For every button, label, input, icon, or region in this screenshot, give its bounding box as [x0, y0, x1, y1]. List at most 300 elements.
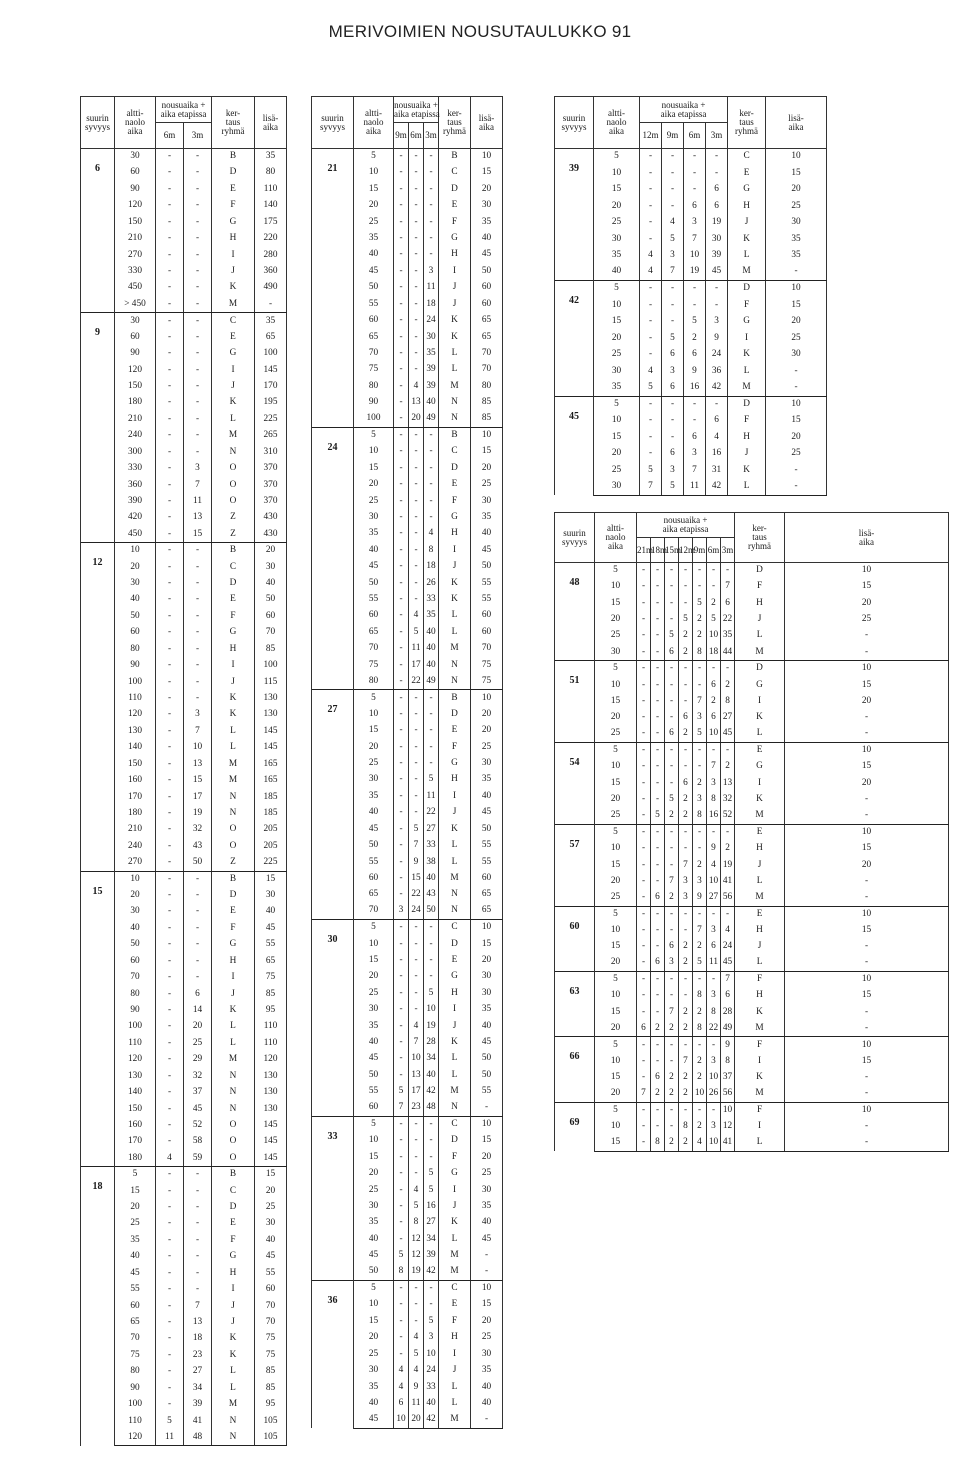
table-cell: 15 — [115, 1183, 156, 1199]
max-depth-cell: 33 — [312, 1116, 354, 1280]
table-cell: I — [439, 1002, 471, 1018]
max-depth-cell: 36 — [312, 1281, 354, 1429]
table-cell: 160 — [115, 1117, 156, 1133]
table-cell: 5 — [662, 330, 684, 347]
table-cell: 6 — [679, 710, 693, 726]
table-cell: 49 — [721, 1021, 735, 1037]
table-cell: - — [637, 1037, 651, 1053]
table-cell: - — [665, 1037, 679, 1053]
table-row — [555, 644, 949, 660]
table-cell: - — [184, 608, 212, 624]
table-cell: 4 — [640, 264, 662, 281]
table-cell: J — [728, 446, 766, 463]
table-cell: - — [707, 563, 721, 579]
table-cell: 42 — [424, 1264, 439, 1280]
table-row — [81, 937, 310, 953]
table-cell: 9 — [684, 363, 706, 380]
stop-depth-label: 21m — [637, 538, 651, 563]
table-cell: - — [184, 625, 212, 641]
table-cell: 15 — [354, 1149, 394, 1165]
table-cell: 10 — [721, 1102, 735, 1118]
table-cell: F — [212, 198, 255, 214]
table-cell: 10 — [424, 1346, 439, 1362]
table-cell: 42 — [706, 380, 728, 397]
repeat-group-header — [212, 97, 255, 149]
table-row — [555, 1004, 949, 1020]
table-cell: - — [394, 1133, 409, 1149]
table-cell: J — [439, 1018, 471, 1034]
table-cell: D — [212, 165, 255, 181]
repeat-group-header-line: ker- — [447, 108, 462, 118]
stop-depth-label: 15m — [665, 538, 679, 563]
stop-time-header-line: aika etapissa — [660, 108, 707, 119]
table-cell: 20 — [594, 446, 640, 463]
table-cell: 70 — [354, 641, 394, 657]
table-row — [81, 773, 310, 789]
table-row — [555, 462, 827, 479]
table-cell: - — [184, 296, 212, 312]
table-cell: - — [707, 1037, 721, 1053]
table-cell: G — [728, 314, 766, 331]
table-cell: 140 — [115, 740, 156, 756]
table-cell: 10 — [394, 1412, 409, 1428]
table-row — [555, 479, 827, 496]
table-cell: 70 — [471, 362, 503, 378]
bottom-time-header-line: aika — [127, 126, 143, 136]
table-cell: - — [409, 788, 424, 804]
table-cell: M — [439, 641, 471, 657]
table-cell: F — [439, 1313, 471, 1329]
table-cell: - — [707, 742, 721, 758]
table-cell: - — [651, 579, 665, 595]
table-row — [81, 493, 310, 509]
table-cell: 25 — [354, 1346, 394, 1362]
stop-depth-label: 6m — [684, 123, 706, 149]
table-cell: 7 — [640, 479, 662, 496]
table-cell: - — [156, 526, 184, 542]
table-cell: - — [721, 742, 735, 758]
table-row — [555, 248, 827, 265]
table-row — [555, 939, 949, 955]
table-cell: - — [156, 690, 184, 706]
table-cell: 130 — [255, 690, 287, 706]
table-cell: I — [439, 1346, 471, 1362]
table-cell: - — [156, 1200, 184, 1216]
table-cell: H — [735, 595, 785, 611]
table-cell: - — [679, 1102, 693, 1118]
table-cell: 3 — [693, 710, 707, 726]
table-cell: - — [640, 231, 662, 248]
table-cell: - — [394, 181, 409, 197]
table-cell: 10 — [707, 1135, 721, 1151]
table-cell: - — [651, 792, 665, 808]
table-cell: 10 — [707, 1070, 721, 1086]
table-row — [555, 413, 827, 430]
table-cell: 60 — [115, 625, 156, 641]
table-cell: - — [156, 198, 184, 214]
table-cell: 30 — [594, 231, 640, 248]
table-row — [81, 723, 310, 739]
table-cell: F — [735, 1102, 785, 1118]
table-cell: - — [409, 985, 424, 1001]
table-row — [555, 906, 949, 922]
table-row — [555, 1053, 949, 1069]
table-row — [81, 181, 310, 197]
table-cell: 75 — [255, 1331, 287, 1347]
table-cell: E — [212, 1216, 255, 1232]
table-cell: 150 — [115, 378, 156, 394]
table-cell: 15 — [595, 1135, 637, 1151]
table-cell: - — [156, 641, 184, 657]
table-cell: 42 — [424, 1084, 439, 1100]
table-cell: - — [394, 1067, 409, 1083]
table-row — [81, 1314, 310, 1330]
depth-header — [555, 513, 595, 563]
table-row — [555, 710, 949, 726]
table-cell: 10 — [115, 543, 156, 559]
stop-depth-label: 6m — [707, 538, 721, 563]
table-cell: - — [184, 411, 212, 427]
table-cell: 70 — [255, 1298, 287, 1314]
max-depth-cell: 63 — [555, 971, 595, 1036]
table-cell: - — [707, 661, 721, 677]
depth-header — [555, 97, 594, 149]
table-cell: 7 — [684, 231, 706, 248]
table-cell: - — [424, 165, 439, 181]
table-cell: M — [212, 1052, 255, 1068]
table-row — [555, 314, 827, 331]
table-cell: 15 — [471, 444, 503, 460]
table-cell: 40 — [594, 264, 640, 281]
table-cell: - — [409, 575, 424, 591]
max-depth-cell: 60 — [555, 906, 595, 971]
stop-depth-label: 3m — [721, 538, 735, 563]
table-cell: 8 — [679, 1119, 693, 1135]
table-cell: - — [394, 756, 409, 772]
table-row — [81, 1331, 310, 1347]
table-cell: - — [394, 805, 409, 821]
table-cell: 50 — [115, 608, 156, 624]
table-cell: - — [785, 1004, 949, 1020]
table-row — [555, 429, 827, 446]
table-cell: E — [439, 723, 471, 739]
table-cell: E — [735, 742, 785, 758]
table-row — [81, 1413, 310, 1429]
table-row — [81, 674, 310, 690]
table-cell: 30 — [471, 969, 503, 985]
table-cell: - — [665, 563, 679, 579]
table-cell: 15 — [354, 723, 394, 739]
max-depth-cell: 57 — [555, 824, 595, 906]
table-cell: 115 — [255, 674, 287, 690]
max-depth-cell: 18 — [81, 1167, 115, 1446]
table-row — [312, 149, 548, 165]
table-cell: - — [156, 1331, 184, 1347]
depth-header-line: syvyys — [561, 121, 587, 132]
table-cell: 145 — [255, 723, 287, 739]
table-cell: - — [651, 906, 665, 922]
table-cell: 3 — [424, 1330, 439, 1346]
table-cell: M — [439, 1264, 471, 1280]
table-row — [81, 1134, 310, 1150]
table-cell: 18 — [707, 644, 721, 660]
table-cell: 24 — [706, 347, 728, 364]
table-cell: - — [409, 427, 424, 443]
table-cell: 60 — [471, 296, 503, 312]
table-cell: 15 — [595, 693, 637, 709]
table-cell: 2 — [684, 330, 706, 347]
table-cell: G — [439, 969, 471, 985]
table-cell: - — [156, 592, 184, 608]
table-cell: - — [662, 396, 684, 413]
table-cell: - — [156, 165, 184, 181]
table-cell: 85 — [255, 986, 287, 1002]
table-cell: I — [735, 693, 785, 709]
table-cell: 5 — [595, 906, 637, 922]
table-cell: - — [409, 149, 424, 165]
table-cell: 55 — [255, 1265, 287, 1281]
table-cell: 35 — [354, 1379, 394, 1395]
table-cell: 20 — [409, 411, 424, 427]
table-cell: 450 — [115, 280, 156, 296]
table-cell: 18 — [424, 559, 439, 575]
table-cell: K — [439, 313, 471, 329]
table-cell: 35 — [255, 149, 287, 165]
table-cell: - — [394, 657, 409, 673]
table-row — [81, 559, 310, 575]
table-cell: 70 — [354, 345, 394, 361]
table-cell: 45 — [255, 920, 287, 936]
table-cell: 6 — [184, 986, 212, 1002]
table-cell: - — [409, 198, 424, 214]
table-row — [555, 579, 949, 595]
table-cell: 15 — [255, 1167, 287, 1183]
table-cell: 15 — [354, 1313, 394, 1329]
table-cell: - — [785, 1070, 949, 1086]
table-cell: - — [651, 922, 665, 938]
table-cell: 30 — [354, 772, 394, 788]
table-cell: 10 — [471, 920, 503, 936]
table-cell: G — [735, 677, 785, 693]
table-cell: L — [212, 1380, 255, 1396]
table-cell: L — [212, 1019, 255, 1035]
table-cell: - — [184, 346, 212, 362]
table-row — [81, 707, 310, 723]
table-cell: 2 — [693, 1053, 707, 1069]
table-cell: J — [439, 1199, 471, 1215]
table-cell: 195 — [255, 395, 287, 411]
table-cell: 80 — [354, 674, 394, 690]
table-row — [81, 904, 310, 920]
table-cell: 3 — [679, 890, 693, 906]
table-cell: - — [785, 808, 949, 824]
table-cell: - — [409, 460, 424, 476]
table-cell: 45 — [354, 1051, 394, 1067]
table-cell: - — [679, 677, 693, 693]
table-cell: - — [424, 756, 439, 772]
table-cell: 7 — [693, 922, 707, 938]
table-cell: 11 — [684, 479, 706, 496]
table-cell: 2 — [679, 726, 693, 742]
table-cell: - — [156, 658, 184, 674]
table-row — [312, 690, 548, 706]
table-cell: 40 — [115, 1249, 156, 1265]
max-depth-cell: 21 — [312, 149, 354, 428]
table-cell: 12 — [409, 1248, 424, 1264]
table-cell: - — [184, 231, 212, 247]
table-cell: 39 — [706, 248, 728, 265]
table-cell: - — [394, 1330, 409, 1346]
table-cell: - — [679, 563, 693, 579]
table-cell: - — [706, 297, 728, 314]
table-cell: 5 — [693, 595, 707, 611]
table-cell: - — [156, 1364, 184, 1380]
table-cell: - — [156, 428, 184, 444]
table-row — [81, 789, 310, 805]
table-cell: G — [439, 509, 471, 525]
table-cell: - — [637, 792, 651, 808]
table-cell: - — [662, 165, 684, 182]
table-cell: - — [662, 413, 684, 430]
depth-header — [312, 97, 354, 149]
table-cell: - — [662, 182, 684, 199]
table-cell: 45 — [706, 264, 728, 281]
table-cell: - — [184, 575, 212, 591]
table-cell: 40 — [471, 1395, 503, 1411]
table-row — [555, 775, 949, 791]
table-cell: - — [184, 871, 212, 887]
table-cell: 27 — [184, 1364, 212, 1380]
max-depth-cell: 30 — [312, 920, 354, 1117]
table-cell: F — [735, 971, 785, 987]
table-row — [81, 1265, 310, 1281]
table-cell: 30 — [115, 313, 156, 329]
table-cell: 20 — [115, 559, 156, 575]
table-cell: - — [394, 674, 409, 690]
table-cell: 30 — [354, 1363, 394, 1379]
table-cell: K — [735, 710, 785, 726]
table-cell: 450 — [115, 526, 156, 542]
table-cell: E — [212, 181, 255, 197]
table-cell: 2 — [679, 1135, 693, 1151]
table-cell: - — [394, 296, 409, 312]
table-cell: B — [212, 149, 255, 165]
table-cell: - — [394, 887, 409, 903]
table-cell: - — [651, 742, 665, 758]
table-cell: - — [184, 970, 212, 986]
table-cell: - — [693, 661, 707, 677]
table-cell: I — [735, 775, 785, 791]
table-cell: 2 — [665, 1135, 679, 1151]
table-cell: 6 — [651, 890, 665, 906]
table-cell: 8 — [693, 644, 707, 660]
table-cell: H — [735, 922, 785, 938]
table-cell: 20 — [595, 873, 637, 889]
depth-header-line: suurin — [562, 112, 586, 123]
added-time-header-line: aika — [263, 121, 279, 132]
table-cell: 2 — [679, 1086, 693, 1102]
table-cell: - — [693, 579, 707, 595]
table-cell: C — [212, 313, 255, 329]
table-row — [81, 920, 310, 936]
table-cell: 80 — [255, 165, 287, 181]
table-cell: 280 — [255, 247, 287, 263]
table-cell: 7 — [665, 1004, 679, 1020]
table-cell: 5 — [707, 612, 721, 628]
table-cell: - — [637, 677, 651, 693]
table-cell: 8 — [693, 808, 707, 824]
table-cell: - — [156, 887, 184, 903]
table-cell: I — [212, 970, 255, 986]
table-cell: 5 — [693, 726, 707, 742]
bottom-time-header-line: altti- — [365, 108, 382, 118]
table-cell: - — [394, 1116, 409, 1132]
table-cell: 4 — [424, 526, 439, 542]
table-cell: - — [409, 280, 424, 296]
table-cell: - — [394, 231, 409, 247]
table-cell: - — [424, 920, 439, 936]
max-depth-cell: 39 — [555, 149, 594, 281]
table-cell: K — [212, 280, 255, 296]
repeat-group-header-line: ryhmä — [735, 126, 759, 136]
table-cell: - — [409, 723, 424, 739]
table-cell: 15 — [409, 870, 424, 886]
table-cell: N — [212, 1413, 255, 1429]
table-cell: 110 — [115, 690, 156, 706]
table-cell: 10 — [785, 742, 949, 758]
table-cell: O — [212, 477, 255, 493]
table-cell: 24 — [424, 1363, 439, 1379]
table-cell: 130 — [255, 1085, 287, 1101]
table-cell: - — [184, 543, 212, 559]
table-cell: - — [394, 788, 409, 804]
table-cell: 15 — [594, 429, 640, 446]
table-cell: 49 — [424, 674, 439, 690]
table-cell: 30 — [255, 887, 287, 903]
table-row — [81, 543, 310, 559]
table-cell: - — [156, 296, 184, 312]
table-cell: D — [439, 181, 471, 197]
table-cell: - — [665, 1053, 679, 1069]
table-cell: - — [785, 710, 949, 726]
depth-header-line: syvyys — [84, 121, 110, 132]
table-cell: 50 — [354, 575, 394, 591]
table-cell: 10 — [707, 726, 721, 742]
table-cell: - — [394, 526, 409, 542]
table-cell: - — [693, 841, 707, 857]
table-row — [81, 756, 310, 772]
table-cell: - — [156, 1298, 184, 1314]
table-cell: - — [394, 1199, 409, 1215]
table-cell: 5 — [409, 1346, 424, 1362]
table-cell: E — [439, 198, 471, 214]
table-cell: 10 — [594, 297, 640, 314]
table-cell: 15 — [595, 595, 637, 611]
table-cell: - — [394, 1182, 409, 1198]
table-cell: 8 — [721, 693, 735, 709]
table-cell: 7 — [707, 759, 721, 775]
table-cell: - — [156, 1314, 184, 1330]
table-cell: 30 — [255, 559, 287, 575]
table-cell: 10 — [424, 1002, 439, 1018]
added-time-header — [766, 97, 827, 149]
table-cell: 10 — [354, 706, 394, 722]
table-cell: F — [735, 579, 785, 595]
table-cell: 120 — [255, 1052, 287, 1068]
table-cell: - — [637, 873, 651, 889]
table-cell: 15 — [766, 413, 827, 430]
table-cell: C — [439, 1281, 471, 1297]
